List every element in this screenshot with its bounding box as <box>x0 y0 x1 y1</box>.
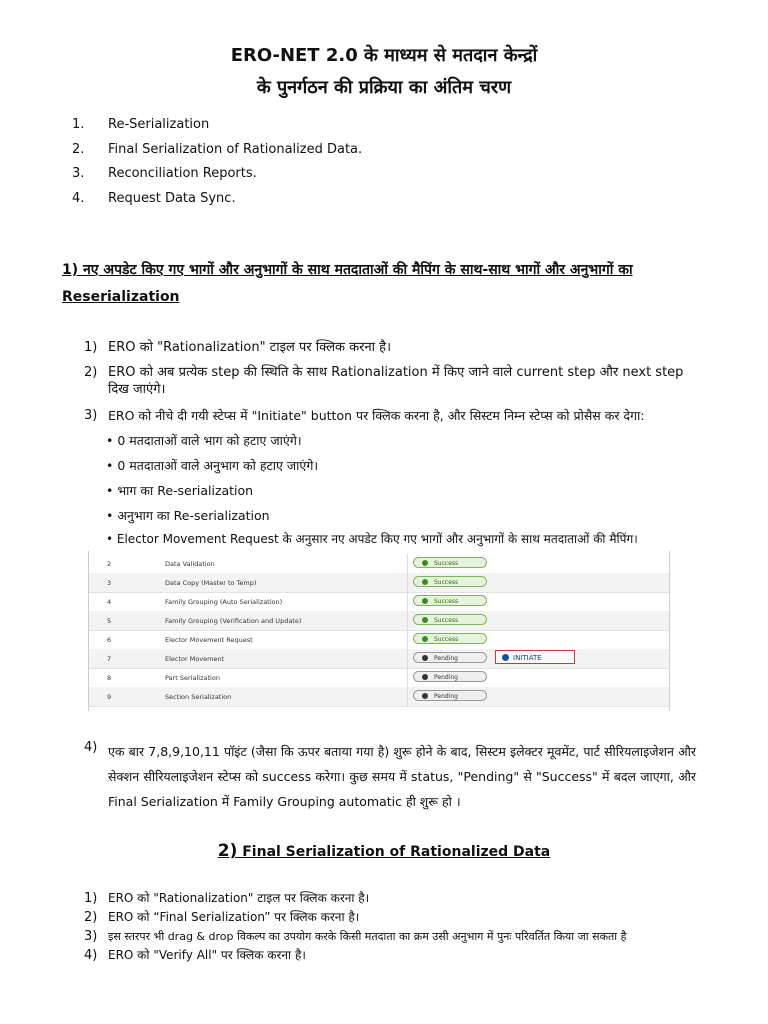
table-row <box>89 573 669 593</box>
play-icon <box>502 654 509 661</box>
bullet-item: • 0 मतदाताओं वाले अनुभाग को हटाए जाएंगे। <box>106 458 319 473</box>
initiate-button[interactable] <box>495 650 575 664</box>
step-text: इस स्तरपर भी drag & drop विकल्प का उपयोग करके किसी मतदाता का क्रम उसी अनुभाग में पुनः परिवर्तित किया जा सकता है <box>108 930 627 943</box>
section-2-heading-text: Final Serialization of Rationalized Data <box>237 844 551 860</box>
toc-number: 2. <box>72 142 85 157</box>
status-badge <box>413 614 487 625</box>
page-title-line-2: के पुनर्गठन की प्रक्रिया का अंतिम चरण <box>256 77 512 98</box>
section-1-heading <box>62 257 702 311</box>
step-text: ERO को "Verify All" पर क्लिक करना है। <box>108 948 306 962</box>
step-name-cell: Data Copy (Master to Temp) <box>165 579 257 587</box>
step-text: ERO को “Final Serialization” पर क्लिक करना है। <box>108 910 360 924</box>
status-badge <box>413 652 487 663</box>
status-label: Success <box>434 617 459 624</box>
table-row <box>89 668 669 688</box>
step-item <box>84 947 696 964</box>
step-item <box>84 909 696 926</box>
step-name-cell: Part Serialization <box>165 674 220 682</box>
status-label: Success <box>434 560 459 567</box>
section-1-heading-line-1: 1) नए अपडेट किए गए भागों और अनुभागों के साथ मतदाताओं की मैपिंग के साथ-साथ भागों और अनुभागों का <box>62 262 633 278</box>
status-badge <box>413 576 487 587</box>
status-label: Pending <box>434 693 458 700</box>
status-label: Success <box>434 579 459 586</box>
pending-icon <box>422 674 428 680</box>
status-badge <box>413 633 487 644</box>
step-number-cell: 9 <box>107 693 112 701</box>
table-row <box>89 592 669 612</box>
table-row <box>89 687 669 707</box>
bullet-item: • Elector Movement Request के अनुसार नए अपडेट किए गए भागों और अनुभागों के साथ मतदाताओं की मैपिंग। <box>106 532 638 546</box>
toc-item <box>72 142 362 158</box>
step-item <box>84 928 696 945</box>
toc-text: Re-Serialization <box>108 117 210 132</box>
pending-icon <box>422 655 428 661</box>
status-badge <box>413 557 487 568</box>
toc-item <box>72 117 209 133</box>
check-icon <box>422 560 428 566</box>
status-label: Pending <box>434 655 458 662</box>
status-label: Pending <box>434 674 458 681</box>
table-row <box>89 630 669 650</box>
table-row <box>89 649 669 669</box>
step-text: ERO को "Rationalization" टाइल पर क्लिक करना है। <box>108 340 391 355</box>
step-number: 2) <box>84 365 98 380</box>
step-number-cell: 4 <box>107 598 112 606</box>
toc-item <box>72 166 257 182</box>
toc-number: 3. <box>72 166 85 181</box>
check-icon <box>422 617 428 623</box>
step-name-cell: Section Serialization <box>165 693 232 701</box>
check-icon <box>422 636 428 642</box>
step-name-cell: Family Grouping (Verification and Update) <box>165 617 302 625</box>
rationalization-steps-screenshot <box>88 551 670 711</box>
status-badge <box>413 595 487 606</box>
bullet-item: • 0 मतदाताओं वाले भाग को हटाए जाएंगे। <box>106 433 302 448</box>
step-item <box>84 739 696 807</box>
step-number: 3) <box>84 929 98 944</box>
table-row <box>89 554 669 574</box>
toc-text: Request Data Sync. <box>108 191 236 206</box>
step-item <box>84 339 696 356</box>
status-label: Success <box>434 598 459 605</box>
pending-icon <box>422 693 428 699</box>
step-number: 3) <box>84 408 98 423</box>
step-name-cell: Data Validation <box>165 560 215 568</box>
step-item <box>84 364 696 398</box>
step-number-cell: 2 <box>107 560 112 568</box>
initiate-label: INITIATE <box>513 654 542 662</box>
bullet-item: • अनुभाग का Re-serialization <box>106 508 270 523</box>
toc-text: Reconciliation Reports. <box>108 166 257 181</box>
check-icon <box>422 579 428 585</box>
step-number: 4) <box>84 948 98 963</box>
step-item <box>84 890 696 907</box>
page-title-line-1: ERO-NET 2.0 के माध्यम से मतदान केन्द्रों <box>230 45 538 66</box>
step-text: ERO को "Rationalization" टाइल पर क्लिक करना है। <box>108 891 370 905</box>
step-name-cell: Family Grouping (Auto Serialization) <box>165 598 283 606</box>
bullet-item: • भाग का Re-serialization <box>106 483 254 498</box>
toc-number: 1. <box>72 117 85 132</box>
section-2-heading-number: 2) <box>217 841 238 861</box>
step-number: 1) <box>84 891 98 906</box>
step-number: 2) <box>84 910 98 925</box>
step-number: 4) <box>84 740 98 755</box>
table-row <box>89 611 669 631</box>
step-number: 1) <box>84 340 98 355</box>
toc-number: 4. <box>72 191 85 206</box>
step-item <box>84 407 696 424</box>
step-text: ERO को अब प्रत्येक step की स्थिति के साथ Rationalization में किए जाने वाले current step और next step दिख जाएंगे। <box>108 365 684 397</box>
status-label: Success <box>434 636 459 643</box>
step-text: ERO को नीचे दी गयी स्टेप्स में "Initiate" button पर क्लिक करना है, और सिस्टम निम्न स्टेप्स को प्रोसैस कर देगा: <box>108 408 645 423</box>
step-number-cell: 3 <box>107 579 112 587</box>
step-name-cell: Elector Movement <box>165 655 225 663</box>
toc-text: Final Serialization of Rationalized Data. <box>108 142 363 157</box>
step-name-cell: Elector Movement Request <box>165 636 253 644</box>
toc-item <box>72 191 236 207</box>
check-icon <box>422 598 428 604</box>
section-1-heading-line-2: Reserialization <box>62 289 180 305</box>
step-text: एक बार 7,8,9,10,11 पॉइंट (जैसा कि ऊपर बताया गया है) शुरू होने के बाद, सिस्टम इलेक्टर मूवमेंट, पार्ट सीरियलाइजेशन और सेक्शन सीरियलाइजेशन स्टेप्स को success करेगा। कुछ समय में status, "Pending" से "Success" में बदल जाएगा, और Final Serialization में Family Grouping automatic ही शुरू हो । <box>108 744 696 809</box>
status-badge <box>413 671 487 682</box>
status-badge <box>413 690 487 701</box>
step-number-cell: 7 <box>107 655 112 663</box>
step-number-cell: 5 <box>107 617 112 625</box>
section-2-heading <box>0 841 768 862</box>
step-number-cell: 8 <box>107 674 112 682</box>
step-number-cell: 6 <box>107 636 112 644</box>
